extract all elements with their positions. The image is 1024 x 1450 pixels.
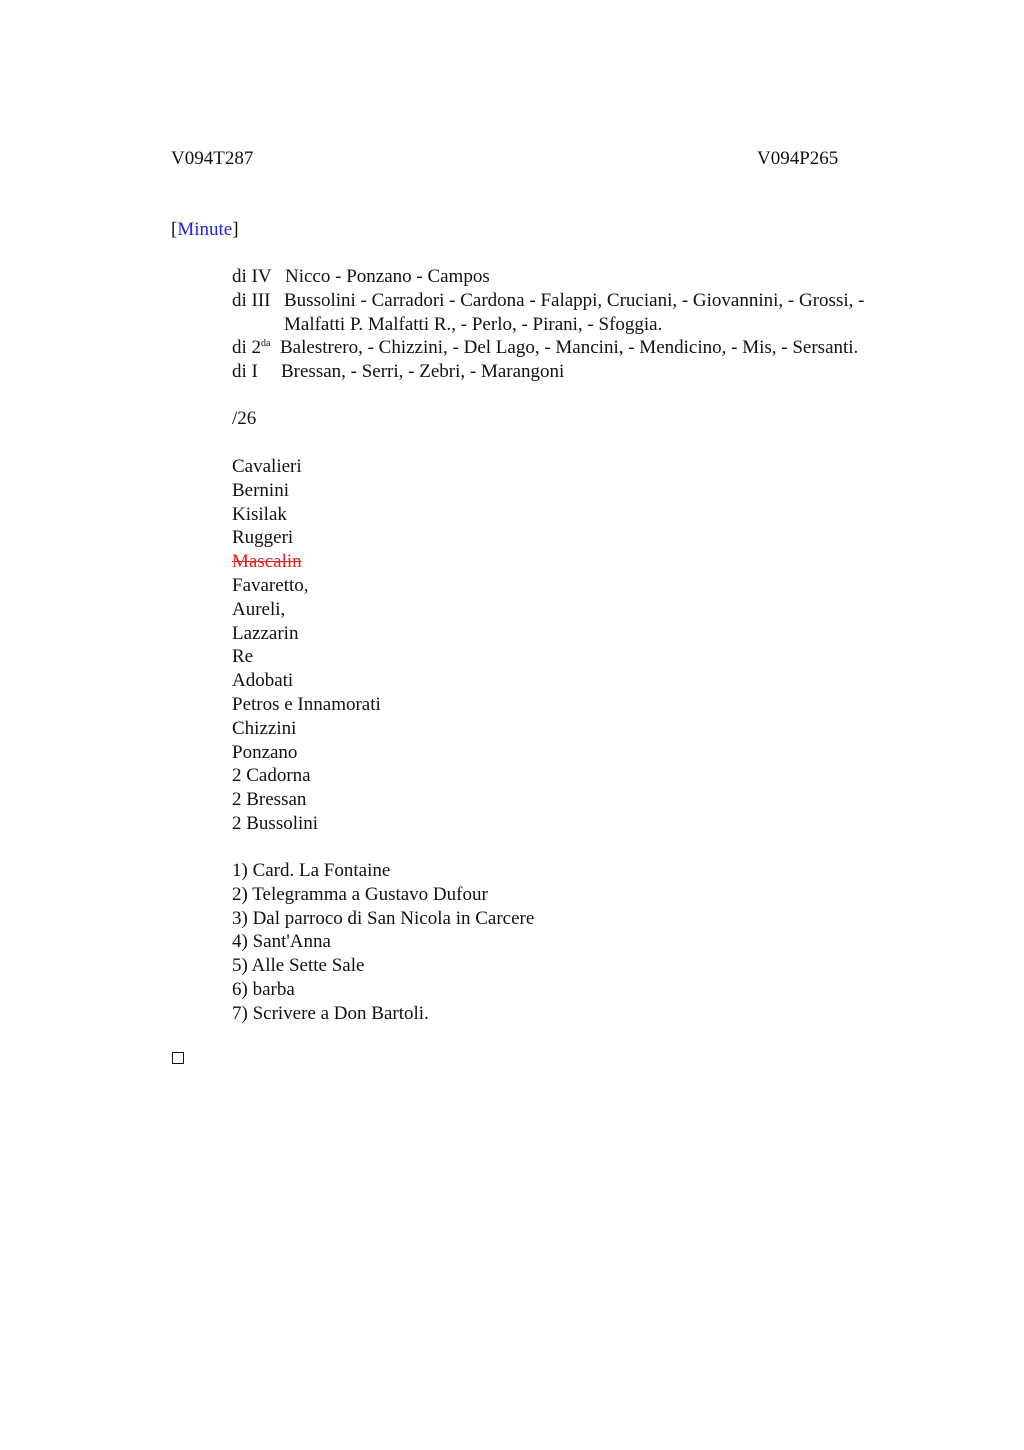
list-item: Adobati [232,670,294,692]
list-item: Ruggeri [232,527,294,549]
document-code-left: V094T287 [171,148,254,169]
list-item: Petros e Innamorati [232,693,381,715]
minute-link[interactable]: Minute [177,219,233,240]
class-names: Bressan, - Serri, - Zebri, - Marangoni [281,361,565,383]
class-prefix-superscript: da [261,338,271,350]
class-names: Nicco - Ponzano - Campos [285,266,490,287]
class-prefix [232,336,280,360]
class-row [232,360,864,384]
list-item: Ponzano [232,741,298,763]
document-code-right: V094P265 [757,148,839,169]
names-list [232,455,381,836]
list-item-struck [232,550,381,574]
task-item: 6) barba [232,978,295,1000]
empty-square-icon [172,1052,184,1064]
list-item: Kisilak [232,503,287,525]
class-prefix: di III [232,289,271,311]
list-item: Chizzini [232,717,297,739]
list-item: Re [232,646,254,668]
task-list [232,859,534,1026]
task-item: 2) Telegramma a Gustavo Dufour [232,883,488,905]
class-row [232,289,864,313]
class-row [232,265,864,289]
class-row [232,336,864,360]
class-prefix: di I [232,361,258,383]
list-item: Aureli, [232,598,286,620]
list-item: Bernini [232,479,289,501]
list-item: Favaretto, [232,574,309,596]
task-item: 5) Alle Sette Sale [232,955,365,977]
class-names: Balestrero, - Chizzini, - Del Lago, - Mancini, - Mendicino, - Mis, - Sersanti. [280,337,859,359]
task-item: 3) Dal parroco di San Nicola in Carcere [232,907,535,929]
class-prefix-base: di 2 [232,337,262,359]
class-prefix: di IV [232,266,272,287]
count-note: /26 [232,408,257,429]
close-bracket: ] [232,219,239,240]
list-item: 2 Bressan [232,789,307,811]
class-list [232,265,864,384]
task-item: 1) Card. La Fontaine [232,860,391,881]
list-item: 2 Cadorna [232,765,311,787]
list-item: 2 Bussolini [232,812,319,834]
struck-name: Mascalin [232,551,302,573]
task-item: 4) Sant'Anna [232,931,331,953]
list-item: Lazzarin [232,622,299,644]
open-bracket: [ [171,219,178,240]
class-names: Bussolini - Carradori - Cardona - Falappi, Cruciani, - Giovannini, - Grossi, - [284,289,865,311]
task-item: 7) Scrivere a Don Bartoli. [232,1002,429,1024]
list-item: Cavalieri [232,456,302,477]
class-names-continuation: Malfatti P. Malfatti R., - Perlo, - Pirani, - Sfoggia. [284,313,663,335]
section-heading [171,218,239,241]
